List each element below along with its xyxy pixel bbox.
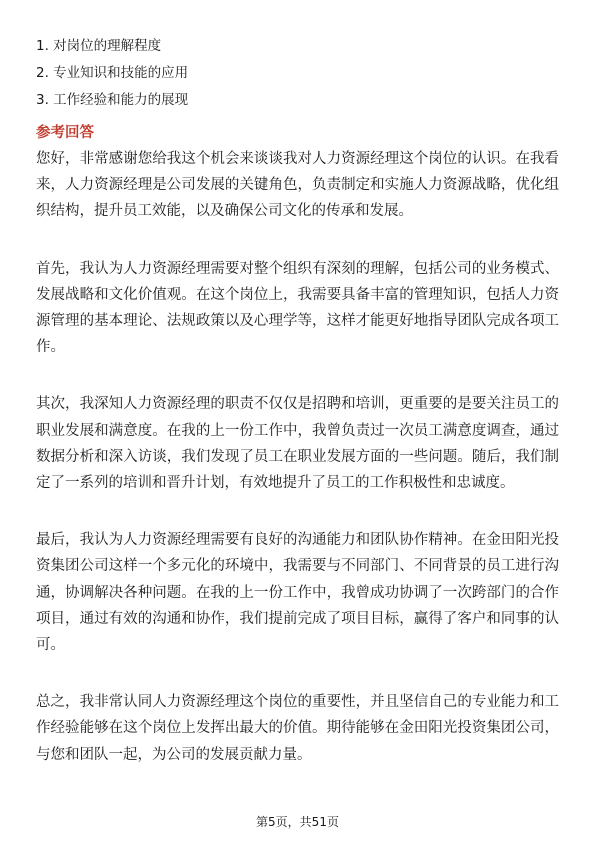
- evaluation-points-list: [36, 33, 559, 114]
- answer-paragraph: 最后，我认为人力资源经理需要有良好的沟通能力和团队协作精神。在金田阳光投资集团公司这样一个多元化的环境中，我需要与不同部门、不同背景的员工进行沟通，协调解决各种问题。在我的上一份工作中，我曾成功协调了一次跨部门的合作项目，通过有效的沟通和协作，我们提前完成了项目目标，赢得了客户和同事的认可。: [36, 532, 559, 654]
- answer-paragraph: 首先，我认为人力资源经理需要对整个组织有深刻的理解，包括公司的业务模式、发展战略和文化价值观。在这个岗位上，我需要具备丰富的管理知识，包括人力资源管理的基本理论、法规政策以及心理学等，这样才能更好地指导团队完成各项工作。: [36, 260, 559, 356]
- answer-paragraph: 其次，我深知人力资源经理的职责不仅仅是招聘和培训，更重要的是要关注员工的职业发展和满意度。在我的上一份工作中，我曾负责过一次员工满意度调查，通过数据分析和深入访谈，我们发现了员工在职业发展方面的一些问题。随后，我们制定了一系列的培训和晋升计划，有效地提升了员工的工作积极性和忠诚度。: [36, 396, 559, 492]
- reference-answer-heading: 参考回答: [36, 125, 94, 141]
- list-item: 2. 专业知识和技能的应用: [36, 65, 189, 81]
- list-item: 3. 工作经验和能力的展现: [36, 92, 189, 108]
- answer-paragraph: 您好，非常感谢您给我这个机会来谈谈我对人力资源经理这个岗位的认识。在我看来，人力资源经理是公司发展的关键角色，负责制定和实施人力资源战略，优化组织结构，提升员工效能，以及确保公司文化的传承和发展。: [36, 151, 559, 220]
- answer-paragraph: 总之，我非常认同人力资源经理这个岗位的重要性，并且坚信自己的专业能力和工作经验能够在这个岗位上发挥出最大的价值。期待能够在金田阳光投资集团公司，与您和团队一起，为公司的发展贡献力量。: [36, 694, 559, 763]
- list-item: 1. 对岗位的理解程度: [36, 38, 162, 54]
- page-number-footer: 第5页，共51页: [256, 815, 339, 829]
- answer-body: [36, 146, 559, 768]
